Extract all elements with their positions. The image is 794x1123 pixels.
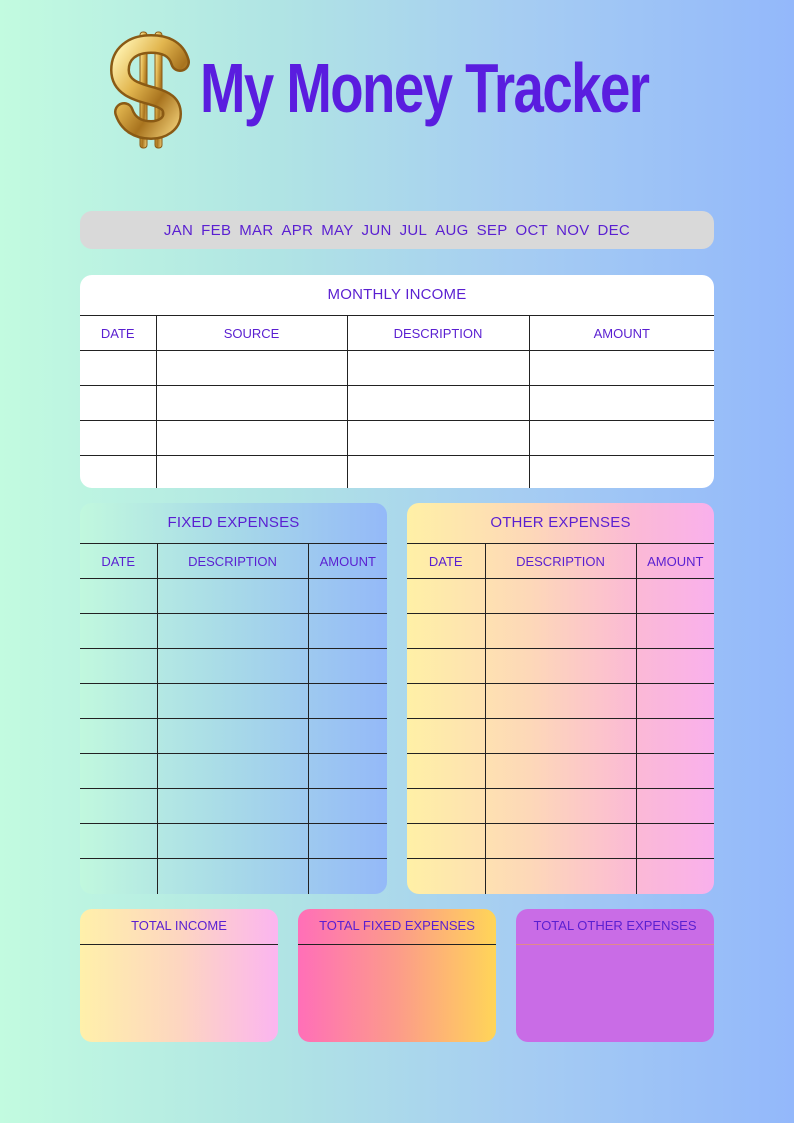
- table-row: [80, 649, 387, 684]
- table-cell[interactable]: [308, 789, 387, 824]
- total-fixed-expenses-box: [298, 909, 496, 1042]
- table-cell[interactable]: [407, 684, 485, 719]
- table-row: [80, 789, 387, 824]
- monthly-income-table: [80, 315, 714, 488]
- month-jun[interactable]: JUN: [361, 221, 392, 239]
- other-expenses-card: [407, 503, 714, 894]
- table-row: [407, 824, 714, 859]
- table-row: [80, 859, 387, 894]
- table-cell[interactable]: [80, 421, 156, 456]
- table-row: [80, 351, 714, 386]
- page-title: My Money Tracker: [200, 49, 649, 127]
- table-cell[interactable]: [157, 789, 308, 824]
- col-amount: AMOUNT: [529, 316, 714, 351]
- fixed-expenses-title: FIXED EXPENSES: [167, 514, 300, 531]
- income-rows: [80, 351, 714, 489]
- table-cell[interactable]: [347, 386, 529, 421]
- col-description: DESCRIPTION: [157, 544, 308, 579]
- month-jan[interactable]: JAN: [163, 221, 194, 239]
- table-cell[interactable]: [485, 859, 636, 894]
- table-cell[interactable]: [157, 614, 308, 649]
- table-cell[interactable]: [485, 789, 636, 824]
- table-cell[interactable]: [636, 614, 714, 649]
- other-expenses-table: [407, 543, 714, 894]
- table-row: [407, 789, 714, 824]
- table-row: [80, 824, 387, 859]
- col-amount: AMOUNT: [636, 544, 714, 579]
- table-cell[interactable]: [485, 649, 636, 684]
- col-date: DATE: [80, 316, 156, 351]
- month-jul[interactable]: JUL: [399, 221, 428, 239]
- table-row: [80, 421, 714, 456]
- table-cell[interactable]: [636, 789, 714, 824]
- month-feb[interactable]: FEB: [201, 221, 232, 239]
- table-cell[interactable]: [347, 351, 529, 386]
- table-row: [407, 579, 714, 614]
- table-row: [407, 649, 714, 684]
- total-fixed-expenses-label: TOTAL FIXED EXPENSES: [298, 909, 496, 945]
- table-cell[interactable]: [407, 649, 485, 684]
- table-cell[interactable]: [156, 386, 347, 421]
- table-cell[interactable]: [407, 789, 485, 824]
- table-row: [80, 754, 387, 789]
- fixed-expense-rows: [80, 579, 387, 894]
- table-cell[interactable]: [308, 824, 387, 859]
- table-cell[interactable]: [308, 859, 387, 894]
- table-cell[interactable]: [636, 579, 714, 614]
- table-cell[interactable]: [485, 824, 636, 859]
- table-cell[interactable]: [80, 824, 157, 859]
- table-cell[interactable]: [485, 754, 636, 789]
- total-other-expenses-box: [516, 909, 714, 1042]
- table-cell[interactable]: [308, 579, 387, 614]
- table-cell[interactable]: [157, 719, 308, 754]
- table-cell[interactable]: [80, 456, 156, 489]
- table-cell[interactable]: [308, 684, 387, 719]
- table-row: [407, 754, 714, 789]
- col-description: DESCRIPTION: [347, 316, 529, 351]
- table-cell[interactable]: [407, 824, 485, 859]
- table-row: [407, 614, 714, 649]
- table-cell[interactable]: [636, 754, 714, 789]
- table-cell[interactable]: [80, 789, 157, 824]
- table-cell[interactable]: [485, 719, 636, 754]
- table-cell[interactable]: [157, 649, 308, 684]
- table-row: [80, 386, 714, 421]
- other-expenses-title: OTHER EXPENSES: [490, 514, 631, 531]
- table-cell[interactable]: [80, 579, 157, 614]
- monthly-income-card: [80, 275, 714, 488]
- fixed-expenses-card: [80, 503, 387, 894]
- total-income-label: TOTAL INCOME: [80, 909, 278, 945]
- table-cell[interactable]: [156, 456, 347, 489]
- table-cell[interactable]: [485, 614, 636, 649]
- col-source: SOURCE: [156, 316, 347, 351]
- table-row: [80, 684, 387, 719]
- table-cell[interactable]: [347, 456, 529, 489]
- total-income-box: [80, 909, 278, 1042]
- month-aug[interactable]: AUG: [435, 221, 469, 239]
- table-cell[interactable]: [80, 684, 157, 719]
- table-row: [407, 684, 714, 719]
- table-cell[interactable]: [80, 386, 156, 421]
- table-row: [80, 456, 714, 489]
- table-cell[interactable]: [80, 649, 157, 684]
- table-row: [407, 719, 714, 754]
- table-cell[interactable]: [407, 579, 485, 614]
- month-sep[interactable]: SEP: [476, 221, 508, 239]
- table-cell[interactable]: [529, 386, 714, 421]
- table-cell[interactable]: [407, 859, 485, 894]
- table-cell[interactable]: [80, 351, 156, 386]
- table-cell[interactable]: [636, 824, 714, 859]
- table-cell[interactable]: [407, 719, 485, 754]
- table-cell[interactable]: [485, 684, 636, 719]
- month-nov[interactable]: NOV: [556, 221, 590, 239]
- table-cell[interactable]: [347, 421, 529, 456]
- table-cell[interactable]: [636, 719, 714, 754]
- month-apr[interactable]: APR: [281, 221, 314, 239]
- table-cell[interactable]: [157, 684, 308, 719]
- table-cell[interactable]: [157, 824, 308, 859]
- table-cell[interactable]: [308, 719, 387, 754]
- col-description: DESCRIPTION: [485, 544, 636, 579]
- monthly-income-title: MONTHLY INCOME: [327, 286, 467, 303]
- table-cell[interactable]: [80, 614, 157, 649]
- month-selector: [80, 211, 714, 249]
- table-cell[interactable]: [636, 684, 714, 719]
- table-cell[interactable]: [80, 859, 157, 894]
- table-cell[interactable]: [156, 351, 347, 386]
- table-cell[interactable]: [485, 579, 636, 614]
- table-cell[interactable]: [157, 859, 308, 894]
- table-cell[interactable]: [308, 614, 387, 649]
- table-cell[interactable]: [308, 754, 387, 789]
- table-cell[interactable]: [529, 351, 714, 386]
- table-cell[interactable]: [529, 421, 714, 456]
- table-cell[interactable]: [157, 579, 308, 614]
- table-cell[interactable]: [156, 421, 347, 456]
- month-oct[interactable]: OCT: [515, 221, 549, 239]
- table-row: [80, 579, 387, 614]
- table-cell[interactable]: [636, 859, 714, 894]
- table-cell[interactable]: [529, 456, 714, 489]
- table-row: [80, 719, 387, 754]
- table-cell[interactable]: [407, 614, 485, 649]
- total-other-expenses-label: TOTAL OTHER EXPENSES: [516, 909, 714, 945]
- col-date: DATE: [407, 544, 485, 579]
- gold-dollar-sign-icon: [110, 28, 192, 152]
- col-date: DATE: [80, 544, 157, 579]
- fixed-expenses-table: [80, 543, 387, 894]
- month-dec[interactable]: DEC: [597, 221, 631, 239]
- table-row: [80, 614, 387, 649]
- month-mar[interactable]: MAR: [239, 221, 274, 239]
- table-cell[interactable]: [80, 719, 157, 754]
- table-cell[interactable]: [157, 754, 308, 789]
- table-row: [407, 859, 714, 894]
- table-cell[interactable]: [407, 754, 485, 789]
- table-cell[interactable]: [308, 649, 387, 684]
- other-expense-rows: [407, 579, 714, 894]
- col-amount: AMOUNT: [308, 544, 387, 579]
- table-cell[interactable]: [636, 649, 714, 684]
- month-may[interactable]: MAY: [321, 221, 354, 239]
- table-cell[interactable]: [80, 754, 157, 789]
